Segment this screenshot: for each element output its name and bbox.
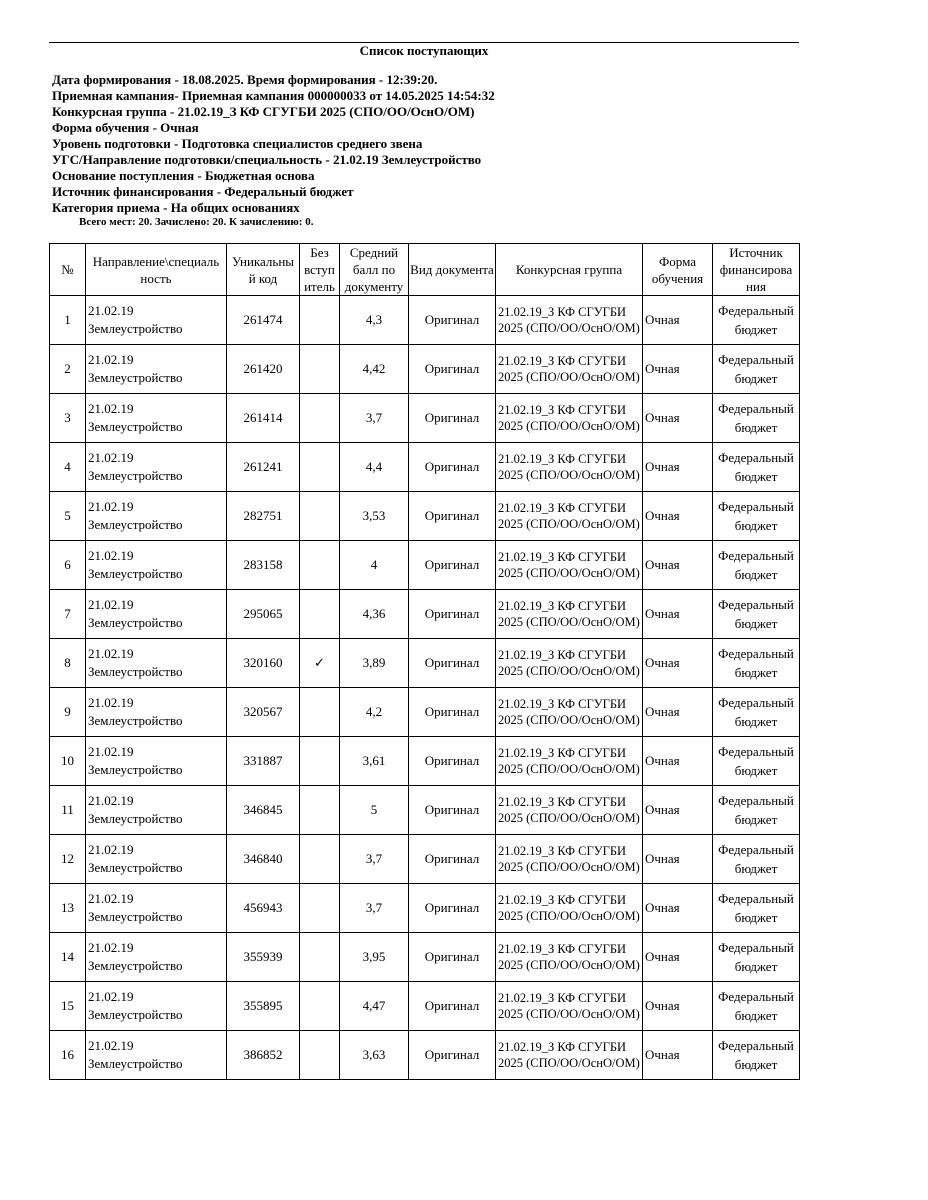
cell-doc-type: Оригинал <box>409 982 496 1031</box>
cell-funding: Федеральный бюджет <box>713 541 800 590</box>
cell-avg-score: 4,3 <box>340 296 409 345</box>
cell-no-exam <box>300 590 340 639</box>
cell-code: 295065 <box>227 590 300 639</box>
cell-doc-type: Оригинал <box>409 688 496 737</box>
cell-funding: Федеральный бюджет <box>713 1031 800 1080</box>
cell-group: 21.02.19_З КФ СГУГБИ 2025 (СПО/ОО/ОснО/ОМ) <box>496 786 643 835</box>
cell-no-exam <box>300 345 340 394</box>
cell-doc-type: Оригинал <box>409 394 496 443</box>
cell-no-exam <box>300 982 340 1031</box>
cell-avg-score: 3,7 <box>340 835 409 884</box>
cell-group: 21.02.19_З КФ СГУГБИ 2025 (СПО/ОО/ОснО/ОМ) <box>496 835 643 884</box>
cell-doc-type: Оригинал <box>409 639 496 688</box>
cell-funding: Федеральный бюджет <box>713 345 800 394</box>
cell-no-exam: ✓ <box>300 639 340 688</box>
cell-avg-score: 4,42 <box>340 345 409 394</box>
cell-funding: Федеральный бюджет <box>713 639 800 688</box>
table-row <box>50 835 800 884</box>
cell-number: 13 <box>50 884 86 933</box>
cell-code: 283158 <box>227 541 300 590</box>
cell-avg-score: 3,53 <box>340 492 409 541</box>
cell-direction: 21.02.19 Землеустройство <box>86 394 227 443</box>
table-row <box>50 1031 800 1080</box>
cell-number: 9 <box>50 688 86 737</box>
column-header-number: № <box>50 244 86 296</box>
cell-group: 21.02.19_З КФ СГУГБИ 2025 (СПО/ОО/ОснО/ОМ) <box>496 296 643 345</box>
cell-study-form: Очная <box>643 982 713 1031</box>
cell-code: 261474 <box>227 296 300 345</box>
cell-direction: 21.02.19 Землеустройство <box>86 884 227 933</box>
meta-line-category: Категория приема - На общих основаниях <box>52 200 300 215</box>
cell-doc-type: Оригинал <box>409 541 496 590</box>
table-row <box>50 933 800 982</box>
cell-number: 16 <box>50 1031 86 1080</box>
table-row <box>50 590 800 639</box>
page-title: Список поступающих <box>359 43 489 58</box>
cell-direction: 21.02.19 Землеустройство <box>86 492 227 541</box>
cell-code: 282751 <box>227 492 300 541</box>
cell-study-form: Очная <box>643 639 713 688</box>
cell-code: 355939 <box>227 933 300 982</box>
cell-doc-type: Оригинал <box>409 590 496 639</box>
cell-avg-score: 3,63 <box>340 1031 409 1080</box>
cell-study-form: Очная <box>643 492 713 541</box>
cell-code: 261414 <box>227 394 300 443</box>
meta-block <box>52 72 495 216</box>
cell-study-form: Очная <box>643 688 713 737</box>
cell-number: 12 <box>50 835 86 884</box>
cell-no-exam <box>300 835 340 884</box>
cell-avg-score: 3,7 <box>340 884 409 933</box>
cell-funding: Федеральный бюджет <box>713 884 800 933</box>
table-row <box>50 443 800 492</box>
table-row <box>50 982 800 1031</box>
cell-doc-type: Оригинал <box>409 492 496 541</box>
cell-no-exam <box>300 884 340 933</box>
cell-number: 15 <box>50 982 86 1031</box>
cell-group: 21.02.19_З КФ СГУГБИ 2025 (СПО/ОО/ОснО/ОМ) <box>496 688 643 737</box>
table-body <box>50 296 800 1080</box>
cell-no-exam <box>300 492 340 541</box>
table-row <box>50 492 800 541</box>
cell-direction: 21.02.19 Землеустройство <box>86 933 227 982</box>
meta-line-basis: Основание поступления - Бюджетная основа <box>52 168 315 183</box>
cell-funding: Федеральный бюджет <box>713 296 800 345</box>
cell-group: 21.02.19_З КФ СГУГБИ 2025 (СПО/ОО/ОснО/ОМ) <box>496 1031 643 1080</box>
cell-study-form: Очная <box>643 786 713 835</box>
cell-doc-type: Оригинал <box>409 786 496 835</box>
cell-funding: Федеральный бюджет <box>713 982 800 1031</box>
table-row <box>50 345 800 394</box>
cell-avg-score: 3,61 <box>340 737 409 786</box>
cell-number: 4 <box>50 443 86 492</box>
meta-line-date: Дата формирования - 18.08.2025. Время формирования - 12:39:20. <box>52 72 438 87</box>
table-header-row <box>50 244 800 296</box>
cell-study-form: Очная <box>643 933 713 982</box>
cell-no-exam <box>300 737 340 786</box>
meta-line-group: Конкурсная группа - 21.02.19_З КФ СГУГБИ 2025 (СПО/ОО/ОснО/ОМ) <box>52 104 475 119</box>
cell-no-exam <box>300 1031 340 1080</box>
column-header-avg-score: Средний балл по документу <box>340 244 409 296</box>
cell-group: 21.02.19_З КФ СГУГБИ 2025 (СПО/ОО/ОснО/ОМ) <box>496 884 643 933</box>
cell-group: 21.02.19_З КФ СГУГБИ 2025 (СПО/ОО/ОснО/ОМ) <box>496 639 643 688</box>
meta-line-campaign: Приемная кампания- Приемная кампания 000000033 от 14.05.2025 14:54:32 <box>52 88 495 103</box>
column-header-group: Конкурсная группа <box>496 244 643 296</box>
cell-code: 261241 <box>227 443 300 492</box>
cell-no-exam <box>300 394 340 443</box>
cell-direction: 21.02.19 Землеустройство <box>86 737 227 786</box>
cell-study-form: Очная <box>643 345 713 394</box>
cell-number: 3 <box>50 394 86 443</box>
cell-group: 21.02.19_З КФ СГУГБИ 2025 (СПО/ОО/ОснО/ОМ) <box>496 443 643 492</box>
cell-avg-score: 3,89 <box>340 639 409 688</box>
cell-number: 10 <box>50 737 86 786</box>
cell-number: 1 <box>50 296 86 345</box>
table-row <box>50 786 800 835</box>
cell-doc-type: Оригинал <box>409 1031 496 1080</box>
cell-avg-score: 4,36 <box>340 590 409 639</box>
cell-number: 6 <box>50 541 86 590</box>
cell-funding: Федеральный бюджет <box>713 492 800 541</box>
column-header-funding: Источник финансирова ния <box>713 244 800 296</box>
cell-code: 386852 <box>227 1031 300 1080</box>
cell-number: 2 <box>50 345 86 394</box>
cell-code: 346845 <box>227 786 300 835</box>
cell-study-form: Очная <box>643 884 713 933</box>
summary-line: Всего мест: 20. Зачислено: 20. К зачислению: 0. <box>79 216 314 228</box>
cell-avg-score: 4,2 <box>340 688 409 737</box>
cell-study-form: Очная <box>643 590 713 639</box>
cell-group: 21.02.19_З КФ СГУГБИ 2025 (СПО/ОО/ОснО/ОМ) <box>496 737 643 786</box>
cell-group: 21.02.19_З КФ СГУГБИ 2025 (СПО/ОО/ОснО/ОМ) <box>496 541 643 590</box>
cell-number: 7 <box>50 590 86 639</box>
column-header-no-exam: Без вступ итель <box>300 244 340 296</box>
cell-funding: Федеральный бюджет <box>713 688 800 737</box>
cell-funding: Федеральный бюджет <box>713 835 800 884</box>
column-header-direction: Направление\специаль ность <box>86 244 227 296</box>
cell-direction: 21.02.19 Землеустройство <box>86 835 227 884</box>
cell-no-exam <box>300 786 340 835</box>
cell-doc-type: Оригинал <box>409 296 496 345</box>
cell-study-form: Очная <box>643 541 713 590</box>
cell-group: 21.02.19_З КФ СГУГБИ 2025 (СПО/ОО/ОснО/ОМ) <box>496 982 643 1031</box>
applicants-table <box>49 243 800 1080</box>
cell-group: 21.02.19_З КФ СГУГБИ 2025 (СПО/ОО/ОснО/ОМ) <box>496 492 643 541</box>
cell-avg-score: 4,47 <box>340 982 409 1031</box>
table-row <box>50 688 800 737</box>
cell-number: 8 <box>50 639 86 688</box>
cell-funding: Федеральный бюджет <box>713 933 800 982</box>
cell-direction: 21.02.19 Землеустройство <box>86 296 227 345</box>
table-row <box>50 296 800 345</box>
cell-direction: 21.02.19 Землеустройство <box>86 590 227 639</box>
cell-code: 320160 <box>227 639 300 688</box>
cell-doc-type: Оригинал <box>409 933 496 982</box>
cell-funding: Федеральный бюджет <box>713 786 800 835</box>
cell-study-form: Очная <box>643 443 713 492</box>
cell-code: 346840 <box>227 835 300 884</box>
cell-group: 21.02.19_З КФ СГУГБИ 2025 (СПО/ОО/ОснО/ОМ) <box>496 590 643 639</box>
cell-direction: 21.02.19 Землеустройство <box>86 639 227 688</box>
cell-direction: 21.02.19 Землеустройство <box>86 541 227 590</box>
table-row <box>50 394 800 443</box>
cell-study-form: Очная <box>643 394 713 443</box>
table-row <box>50 737 800 786</box>
cell-number: 14 <box>50 933 86 982</box>
cell-funding: Федеральный бюджет <box>713 394 800 443</box>
cell-direction: 21.02.19 Землеустройство <box>86 443 227 492</box>
cell-doc-type: Оригинал <box>409 835 496 884</box>
cell-no-exam <box>300 688 340 737</box>
cell-number: 5 <box>50 492 86 541</box>
cell-study-form: Очная <box>643 737 713 786</box>
table-row <box>50 541 800 590</box>
meta-line-specialty: УГС/Направление подготовки/специальность - 21.02.19 Землеустройство <box>52 152 482 167</box>
cell-funding: Федеральный бюджет <box>713 590 800 639</box>
cell-avg-score: 4 <box>340 541 409 590</box>
cell-code: 355895 <box>227 982 300 1031</box>
cell-group: 21.02.19_З КФ СГУГБИ 2025 (СПО/ОО/ОснО/ОМ) <box>496 394 643 443</box>
cell-direction: 21.02.19 Землеустройство <box>86 786 227 835</box>
cell-no-exam <box>300 541 340 590</box>
cell-direction: 21.02.19 Землеустройство <box>86 1031 227 1080</box>
cell-code: 320567 <box>227 688 300 737</box>
cell-avg-score: 3,95 <box>340 933 409 982</box>
cell-doc-type: Оригинал <box>409 737 496 786</box>
table-row <box>50 884 800 933</box>
cell-direction: 21.02.19 Землеустройство <box>86 688 227 737</box>
meta-line-study-form: Форма обучения - Очная <box>52 120 199 135</box>
cell-avg-score: 3,7 <box>340 394 409 443</box>
column-header-study-form: Форма обучения <box>643 244 713 296</box>
cell-no-exam <box>300 933 340 982</box>
cell-code: 331887 <box>227 737 300 786</box>
meta-line-level: Уровень подготовки - Подготовка специалистов среднего звена <box>52 136 423 151</box>
cell-group: 21.02.19_З КФ СГУГБИ 2025 (СПО/ОО/ОснО/ОМ) <box>496 933 643 982</box>
cell-doc-type: Оригинал <box>409 443 496 492</box>
cell-direction: 21.02.19 Землеустройство <box>86 345 227 394</box>
cell-direction: 21.02.19 Землеустройство <box>86 982 227 1031</box>
cell-study-form: Очная <box>643 296 713 345</box>
table-row <box>50 639 800 688</box>
cell-group: 21.02.19_З КФ СГУГБИ 2025 (СПО/ОО/ОснО/ОМ) <box>496 345 643 394</box>
cell-doc-type: Оригинал <box>409 345 496 394</box>
cell-study-form: Очная <box>643 1031 713 1080</box>
column-header-code: Уникальны й код <box>227 244 300 296</box>
cell-no-exam <box>300 443 340 492</box>
cell-avg-score: 4,4 <box>340 443 409 492</box>
cell-study-form: Очная <box>643 835 713 884</box>
cell-funding: Федеральный бюджет <box>713 737 800 786</box>
cell-number: 11 <box>50 786 86 835</box>
meta-line-funding: Источник финансирования - Федеральный бюджет <box>52 184 354 199</box>
cell-code: 456943 <box>227 884 300 933</box>
cell-avg-score: 5 <box>340 786 409 835</box>
cell-funding: Федеральный бюджет <box>713 443 800 492</box>
cell-no-exam <box>300 296 340 345</box>
cell-code: 261420 <box>227 345 300 394</box>
column-header-doc-type: Вид документа <box>409 244 496 296</box>
cell-doc-type: Оригинал <box>409 884 496 933</box>
